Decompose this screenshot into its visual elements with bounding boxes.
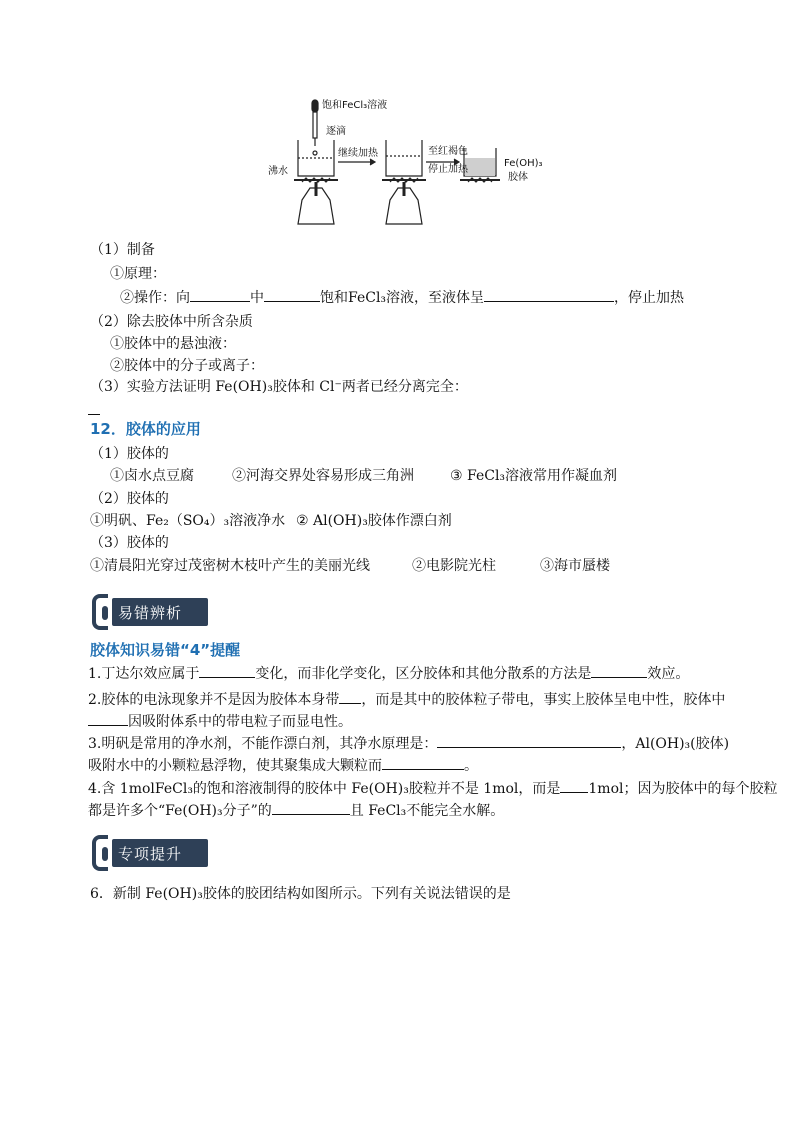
tip-3-cont: 吸附水中的小颗粒悬浮物，使其聚集成大颗粒而 。 <box>88 755 478 776</box>
tips-title: 胶体知识易错“4”提醒 <box>90 641 241 659</box>
g1-item-3: ③ FeCl₃溶液常用作凝血剂 <box>450 468 618 484</box>
blank-8[interactable] <box>437 733 621 748</box>
prep-principle: ①原理： <box>110 266 166 282</box>
dropwise-label: 逐滴 <box>326 126 346 137</box>
g1-item-1: ①卤水点豆腐 <box>110 468 194 484</box>
blank-2[interactable] <box>264 287 320 302</box>
boiling-water-label: 沸水 <box>268 166 288 177</box>
prove-text: （3）实验方法证明 Fe(OH)₃胶体和 Cl⁻两者已经分离完全： <box>90 379 468 395</box>
g3-item-1: ①清晨阳光穿过茂密树木枝叶产生的美丽光线 <box>90 558 370 574</box>
reagent-label: 饱和FeCl₃溶液 <box>322 100 388 111</box>
g2-item-1: ①明矾、Fe₂（SO₄）₃溶液净水 <box>90 513 286 529</box>
blank-5[interactable] <box>591 663 647 678</box>
banner-label: 专项提升 <box>118 845 183 863</box>
product-label-2: 胶体 <box>508 172 528 183</box>
blank-4[interactable] <box>199 663 255 678</box>
section-12-title: 12．胶体的应用 <box>90 420 201 438</box>
tip-4-cont: 都是许多个“Fe(OH)₃分子”的 且 FeCl₃不能完全水解。 <box>88 800 504 821</box>
g3-heading: （3）胶体的 <box>90 535 169 551</box>
step2-top-label: 至红褐色 <box>428 146 468 157</box>
prep-heading: （1）制备 <box>90 242 155 258</box>
g1-item-2: ②河海交界处容易形成三角洲 <box>232 468 414 484</box>
banner-label: 易错辨析 <box>118 604 183 622</box>
banner-special-improvement <box>84 835 208 871</box>
g3-item-3: ③海市蜃楼 <box>540 558 610 574</box>
beaker-2 <box>386 140 422 176</box>
blank-7[interactable] <box>88 711 128 726</box>
question-6: 6．新制 Fe(OH)₃胶体的胶团结构如图所示。下列有关说法错误的是 <box>90 886 511 902</box>
g1-heading: （1）胶体的 <box>90 446 169 462</box>
blank-11[interactable] <box>272 800 350 815</box>
g2-heading: （2）胶体的 <box>90 491 169 507</box>
blank-1[interactable] <box>190 287 250 302</box>
blank-10[interactable] <box>560 778 588 793</box>
blank-3[interactable] <box>484 287 614 302</box>
tip-3: 3.明矾是常用的净水剂，不能作漂白剂，其净水原理是： ，Al(OH)₃(胶体) <box>88 733 729 754</box>
answer-line <box>88 414 100 415</box>
blank-6[interactable] <box>339 689 361 704</box>
g3-item-2: ②电影院光柱 <box>412 558 496 574</box>
g2-item-2: ② Al(OH)₃胶体作漂白剂 <box>296 513 452 529</box>
step1-label: 继续加热 <box>338 148 378 159</box>
banner-hook-icon <box>92 594 108 630</box>
tip-2: 2.胶体的电泳现象并不是因为胶体本身带 ，而是其中的胶体粒子带电，事实上胶体呈电中性，胶体中 <box>88 689 725 710</box>
banner-common-errors <box>84 594 208 630</box>
droplet <box>313 151 317 155</box>
step2-bottom-label: 停止加热 <box>428 164 468 175</box>
prep-operation: ②操作：向 中 饱和FeCl₃溶液，至液体呈 ，停止加热 <box>120 287 684 308</box>
experiment-figure <box>262 96 562 236</box>
remove-item-2: ②胶体中的分子或离子： <box>110 358 264 374</box>
blank-9[interactable] <box>382 755 464 770</box>
remove-item-1: ①胶体中的悬浊液： <box>110 336 236 352</box>
dropper-bulb <box>312 100 318 112</box>
tip-1: 1.丁达尔效应属于 变化，而非化学变化，区分胶体和其他分散系的方法是 效应。 <box>88 663 689 684</box>
tip-4: 4.含 1molFeCl₃的饱和溶液制得的胶体中 Fe(OH)₃胶粒并不是 1mol，而是 1mol；因为胶体中的每个胶粒 <box>88 778 777 799</box>
banner-hook-icon <box>92 835 108 871</box>
dropper-tube <box>313 112 317 138</box>
remove-heading: （2）除去胶体中所含杂质 <box>90 314 253 330</box>
tip-2-cont: 因吸附体系中的带电粒子而显电性。 <box>88 711 352 732</box>
product-label-1: Fe(OH)₃ <box>504 158 543 169</box>
